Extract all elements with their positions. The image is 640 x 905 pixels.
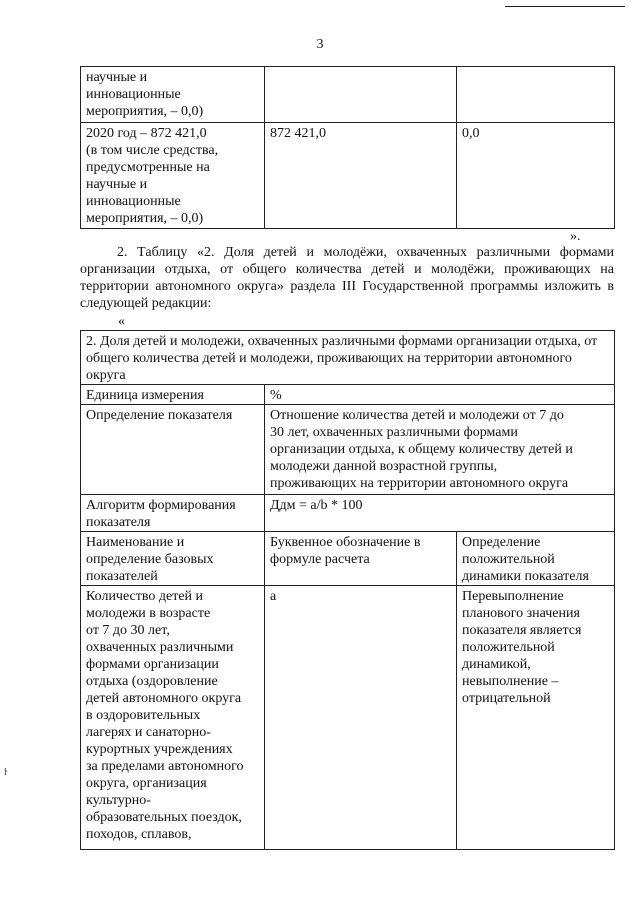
- indicator-title: 2. Доля детей и молодежи, охваченных различными формами организации отдыха, от общего количества детей и молодежи, проживающих на территории автономного округа: [81, 331, 615, 385]
- amendment-paragraph: [80, 244, 614, 312]
- algorithm-value: Ддм = а/b * 100: [265, 495, 615, 532]
- continuation-table: [80, 66, 615, 229]
- table-row: [81, 331, 615, 385]
- table-row: [81, 405, 615, 495]
- header-cell: Буквенное обозначение в формуле расчета: [265, 532, 457, 586]
- header-cell: Определение положительной динамики показателя: [457, 532, 615, 586]
- table-cell: Количество детей и молодежи в возрасте от 7 до 30 лет, охваченных различными формами организации отдыха (оздоровление детей автономного округа в оздоровительных лагерях и санаторно- курортных учреждениях за пределами автономного округа, организация культурно- образовательных поездок, походов, сплавов,: [81, 586, 265, 850]
- table-cell: 0,0: [457, 123, 615, 229]
- opening-quote: «: [118, 314, 125, 329]
- indicator-table: [80, 330, 615, 850]
- table-row: [81, 532, 615, 586]
- definition-value: Отношение количества детей и молодежи от 7 до 30 лет, охваченных различными формами организации отдыха, к общему количеству детей и молодежи данной возрастной группы, проживающих на территории автономного округа: [265, 405, 615, 495]
- page-number: 3: [316, 37, 324, 52]
- table-cell: научные и инновационные мероприятия, – 0,0): [81, 67, 265, 123]
- paragraph-text: 2. Таблицу «2. Доля детей и молодёжи, охваченных различными формами организации отдыха, от общего количества детей и молодёжи, проживающих на территории автономного округа» раздела III Государственной программы изложить в следующей редакции:: [80, 245, 614, 311]
- table-cell: а: [265, 586, 457, 850]
- unit-label: Единица измерения: [81, 385, 265, 405]
- table-cell: [265, 67, 457, 123]
- margin-mark: ŀ: [4, 767, 8, 778]
- table-row: [81, 123, 615, 229]
- top-rule: [505, 6, 625, 7]
- table-cell: 872 421,0: [265, 123, 457, 229]
- closing-quote: ».: [570, 229, 581, 244]
- table-cell: 2020 год – 872 421,0 (в том числе средства, предусмотренные на научные и инновационные мероприятия, – 0,0): [81, 123, 265, 229]
- table-cell: [457, 67, 615, 123]
- table-row: [81, 385, 615, 405]
- table-row: [81, 67, 615, 123]
- unit-value: %: [265, 385, 615, 405]
- header-cell: Наименование и определение базовых показателей: [81, 532, 265, 586]
- definition-label: Определение показателя: [81, 405, 265, 495]
- table-row: [81, 495, 615, 532]
- table-row: [81, 586, 615, 850]
- algorithm-label: Алгоритм формирования показателя: [81, 495, 265, 532]
- table-cell: Перевыполнение планового значения показателя является положительной динамикой, невыполнение – отрицательной: [457, 586, 615, 850]
